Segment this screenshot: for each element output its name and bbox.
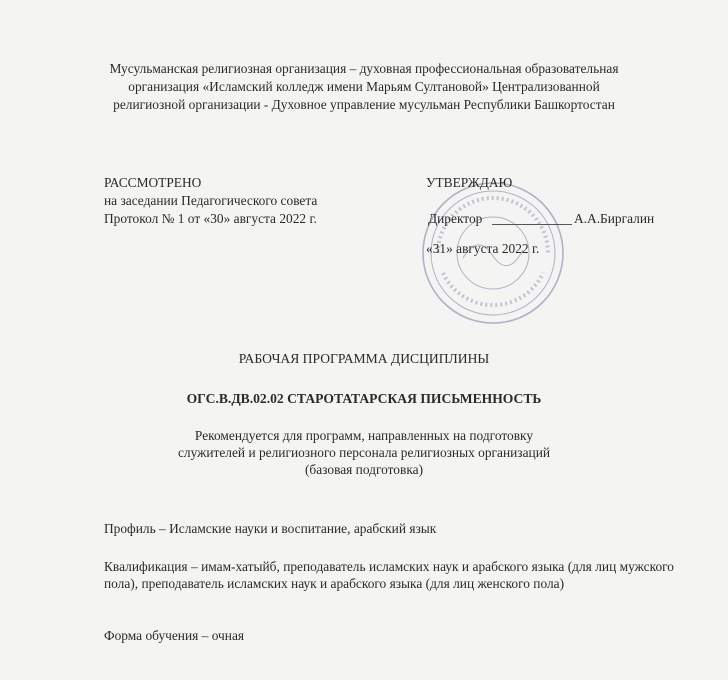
org-line-2: организация «Исламский колледж имени Марьям Султановой» Централизованной	[128, 79, 600, 94]
approved-heading: УТВЕРЖДАЮ	[426, 175, 513, 190]
program-title: РАБОЧАЯ ПРОГРАММА ДИСЦИПЛИНЫ	[238, 351, 490, 366]
org-line-3: религиозной организации - Духовное управление мусульман Республики Башкортостан	[113, 97, 615, 112]
recommendation	[150, 427, 578, 478]
profile-text: Профиль – Исламские науки и воспитание, арабский язык	[104, 521, 437, 536]
org-line-1: Мусульманская религиозная организация – духовная профессиональная образовательная	[109, 61, 619, 76]
director-name: А.А.Биргалин	[574, 211, 655, 226]
director-row	[426, 210, 686, 228]
approval-date: «31» августа 2022 г.	[426, 241, 540, 256]
recommendation-line-3: (базовая подготовка)	[304, 462, 424, 477]
considered-block	[104, 174, 404, 228]
study-form-text: Форма обучения – очная	[104, 628, 245, 643]
organization-header	[80, 60, 648, 114]
approved-block	[426, 174, 686, 256]
recommendation-line-2: служителей и религиозного персонала религиозных организаций	[177, 445, 551, 460]
considered-protocol: Протокол № 1 от «30» августа 2022 г.	[104, 211, 317, 226]
considered-council: на заседании Педагогического совета	[104, 193, 318, 208]
signature-line	[492, 224, 572, 225]
recommendation-line-1: Рекомендуется для программ, направленных на подготовку	[194, 428, 534, 443]
qualification-text: Квалификация – имам-хатыйб, преподаватель исламских наук и арабского языка (для лиц мужского пола), преподаватель исламских наук и арабского языка (для лиц женского пола)	[104, 559, 674, 591]
considered-heading: РАССМОТРЕНО	[104, 175, 202, 190]
discipline-title: ОГС.В.ДВ.02.02 СТАРОТАТАРСКАЯ ПИСЬМЕННОСТЬ	[186, 391, 542, 406]
director-label: Директор	[428, 211, 483, 226]
